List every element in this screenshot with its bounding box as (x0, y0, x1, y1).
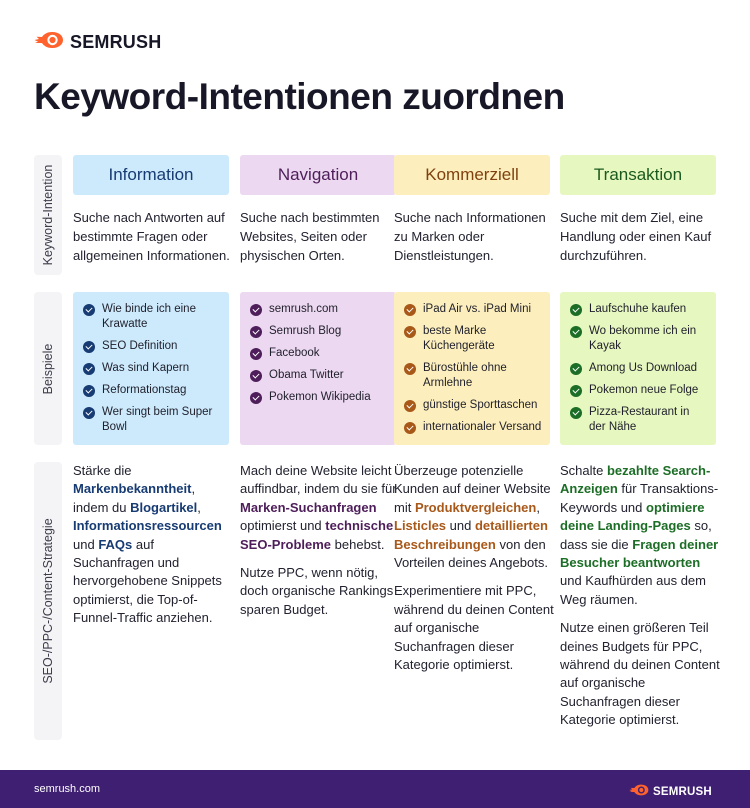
strategy-highlight: Informationsressourcen (73, 518, 222, 534)
strategy-text: auf Suchanfragen und hervorgehobene Snippets optimierst, die Top-of-Funnel-Traffic anziehen. (73, 536, 222, 626)
row-label-strategy (34, 462, 62, 740)
example-item (83, 383, 221, 398)
strategy-commercial (394, 462, 554, 684)
strategy-text: Experimentiere mit PPC, während du deinen Content auf organische Suchanfragen dieser Kategorie optimierst. (394, 583, 554, 673)
example-item (570, 302, 708, 317)
strategy-highlight: bezahlte Search-Anzeigen (560, 463, 711, 497)
strategy-text: optimierst und (240, 518, 326, 534)
footer-bar (0, 770, 750, 808)
strategy-highlight: Produktvergleichen (414, 499, 537, 515)
brand-name: SEMRUSH (70, 32, 162, 52)
page-title: Keyword-Intentionen zuordnen (34, 76, 565, 117)
example-item (250, 346, 388, 361)
check-icon (83, 385, 95, 397)
strategy-text: Überzeuge potenzielle Kunden auf deiner Website mit (394, 463, 551, 515)
strategy-highlight: Marken-Suchanfragen (240, 499, 377, 515)
example-item (250, 368, 388, 383)
check-icon (404, 304, 416, 316)
strategy-highlight: FAQs (98, 536, 133, 552)
example-text: Semrush Blog (269, 325, 342, 337)
strategy-text: und (446, 518, 475, 534)
strategy-text: behebst. (331, 536, 385, 552)
example-item (250, 302, 388, 317)
strategy-paragraph (394, 582, 554, 674)
check-icon (570, 363, 582, 375)
check-icon (404, 363, 416, 375)
example-text: Wie binde ich eine Krawatte (102, 303, 196, 330)
row-label-intent-text: Keyword-Intention (41, 164, 55, 266)
intent-description-navigation: Suche nach bestimmten Websites, Seiten oder physischen Orten. (240, 210, 380, 263)
example-item (83, 302, 221, 332)
strategy-text: und (73, 536, 99, 552)
strategy-paragraph (240, 462, 400, 554)
example-text: iPad Air vs. iPad Mini (423, 303, 532, 315)
example-text: günstige Sporttaschen (423, 399, 538, 411)
check-icon (250, 348, 262, 360)
example-item (83, 405, 221, 435)
example-text: Among Us Download (589, 362, 698, 374)
strategy-text: , indem du (73, 481, 196, 515)
semrush-fireball-icon (34, 31, 64, 54)
strategy-highlight: Blogartikel (130, 499, 198, 515)
example-item (570, 361, 708, 376)
semrush-fireball-icon (629, 783, 649, 801)
strategy-transaction (560, 462, 720, 740)
check-icon (570, 304, 582, 316)
check-icon (83, 407, 95, 419)
strategy-text: Nutze einen größeren Teil deines Budgets für PPC, während du deinen Content auf organische Suchanfragen dieser Kategorie optimierst. (560, 620, 720, 728)
strategy-highlight: Markenbekanntheit (73, 481, 192, 497)
example-text: Bürostühle ohne Armlehne (423, 362, 507, 389)
example-item (404, 324, 542, 354)
example-text: internationaler Versand (423, 421, 542, 433)
intent-description-transaction: Suche mit dem Ziel, eine Handlung oder einen Kauf durchzuführen. (560, 210, 712, 263)
check-icon (83, 304, 95, 316)
example-item (570, 383, 708, 398)
check-icon (250, 304, 262, 316)
strategy-highlight: Listicles (394, 518, 447, 534)
strategy-information (73, 462, 233, 638)
footer-url[interactable]: semrush.com (34, 783, 101, 795)
strategy-text: für Transaktions-Keywords und (560, 481, 719, 515)
example-item (404, 398, 542, 413)
example-item (250, 390, 388, 405)
column-heading-information: Information (73, 155, 229, 195)
example-item (570, 324, 708, 354)
strategy-highlight: optimiere deine Landing-Pages (560, 499, 705, 534)
example-item (404, 361, 542, 391)
strategy-text: Nutze PPC, wenn nötig, doch organische Rankings sparen Budget. (240, 565, 394, 617)
strategy-highlight: technische SEO-Probleme (240, 518, 394, 552)
example-text: Obama Twitter (269, 369, 344, 381)
example-text: Pokemon neue Folge (589, 384, 699, 396)
strategy-navigation (240, 462, 400, 629)
example-text: beste Marke Küchengeräte (423, 325, 495, 352)
example-text: SEO Definition (102, 340, 178, 352)
check-icon (570, 407, 582, 419)
example-text: Was sind Kapern (102, 362, 190, 374)
check-icon (404, 422, 416, 434)
examples-box-commercial (394, 292, 550, 445)
strategy-text: Schalte (560, 463, 607, 478)
check-icon (250, 370, 262, 382)
strategy-paragraph (240, 564, 400, 619)
example-text: Laufschuhe kaufen (589, 303, 687, 315)
strategy-text: von den Vorteilen deines Angebots. (394, 536, 548, 571)
footer-semrush-logo (629, 783, 712, 801)
examples-box-navigation (240, 292, 396, 445)
example-item (83, 361, 221, 376)
example-text: Wo bekomme ich ein Kayak (589, 325, 697, 352)
column-heading-transaction: Transaktion (560, 155, 716, 195)
check-icon (404, 326, 416, 338)
example-text: Wer singt beim Super Bowl (102, 406, 213, 433)
strategy-paragraph (560, 619, 720, 729)
strategy-highlight: detaillierten Beschreibungen (394, 518, 548, 552)
check-icon (570, 385, 582, 397)
intent-description-commercial: Suche nach Informationen zu Marken oder Dienstleistungen. (394, 210, 546, 263)
example-item (404, 302, 542, 317)
footer-brand-name: SEMRUSH (653, 786, 712, 798)
column-heading-navigation: Navigation (240, 155, 396, 195)
row-label-examples (34, 292, 62, 445)
check-icon (83, 363, 95, 375)
example-item (570, 405, 708, 435)
strategy-highlight: Fragen deiner Besucher beantworten (560, 536, 719, 571)
example-item (83, 339, 221, 354)
row-label-strategy-text: SEO-/PPC-/Content-Strategie (41, 518, 55, 684)
examples-box-information (73, 292, 229, 445)
example-text: Pizza-Restaurant in der Nähe (589, 406, 690, 433)
strategy-text: Stärke die (73, 463, 132, 478)
example-text: Facebook (269, 347, 320, 359)
strategy-paragraph (73, 462, 233, 628)
check-icon (83, 341, 95, 353)
strategy-paragraph (394, 462, 554, 572)
example-text: Pokemon Wikipedia (269, 391, 371, 403)
strategy-paragraph (560, 462, 720, 609)
check-icon (250, 326, 262, 338)
example-item (404, 420, 542, 435)
example-text: semrush.com (269, 303, 339, 315)
examples-box-transaction (560, 292, 716, 445)
example-text: Reformationstag (102, 384, 187, 396)
strategy-text: und Kaufhürden aus dem Weg räumen. (560, 573, 706, 607)
column-heading-commercial: Kommerziell (394, 155, 550, 195)
strategy-text: so, dass sie die (560, 518, 712, 552)
row-label-examples-text: Beispiele (41, 343, 55, 394)
semrush-logo (34, 31, 161, 54)
check-icon (250, 392, 262, 404)
strategy-text: Mach deine Website leicht auffindbar, indem du sie für (240, 463, 397, 497)
strategy-text: , (536, 499, 540, 515)
example-item (250, 324, 388, 339)
row-label-intent (34, 155, 62, 275)
check-icon (404, 400, 416, 412)
check-icon (570, 326, 582, 338)
intent-description-information: Suche nach Antworten auf bestimmte Fragen oder allgemeinen Informationen. (73, 210, 230, 263)
strategy-text: , (197, 499, 201, 515)
